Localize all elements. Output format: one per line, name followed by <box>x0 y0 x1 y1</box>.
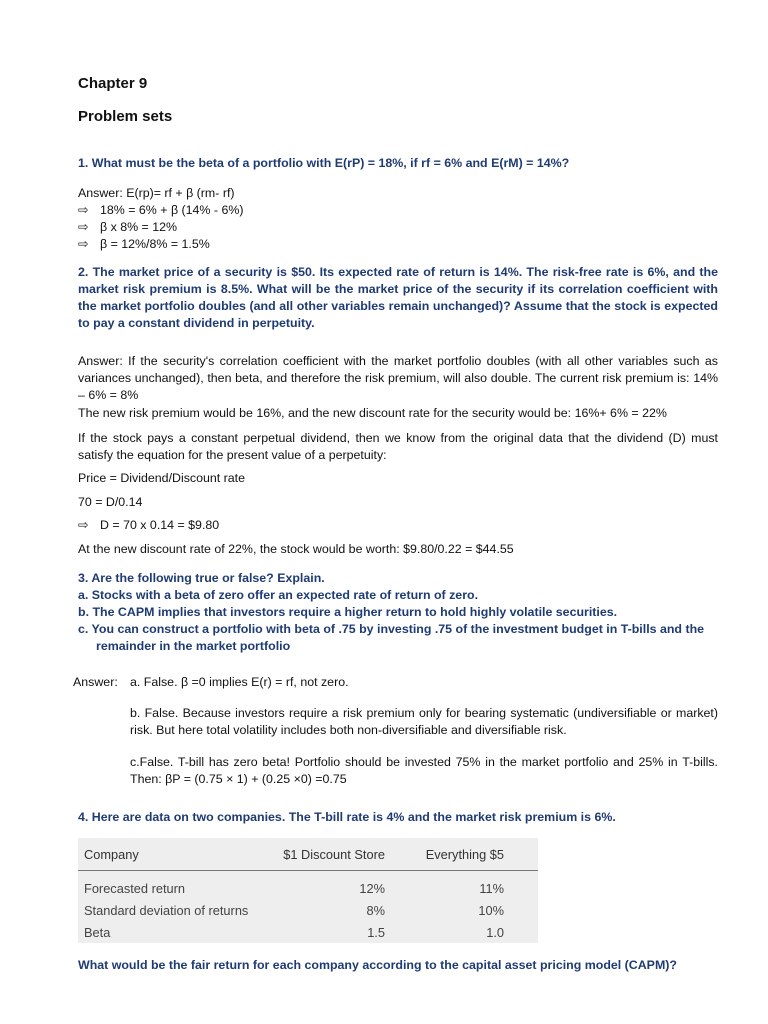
table-header-cell: Company <box>78 838 267 871</box>
question-4: 4. Here are data on two companies. The T-bill rate is 4% and the market risk premium is 6%. <box>78 810 616 824</box>
question-2: 2. The market price of a security is $50. Its expected rate of return is 14%. The risk-free rate is 6%, and the market risk premium is 8.5%. What will be the market price of the security if its correlation coefficient with the market portfolio doubles (and all other variables remain unchanged)? Assume that the stock is expected to pay a constant dividend in perpetuity. <box>78 265 718 330</box>
answer-1-step: ⇨ β = 12%/8% = 1.5% <box>78 237 210 251</box>
arrow-right-icon: ⇨ <box>78 220 89 234</box>
answer-3-c: c.False. T-bill has zero beta! Portfolio should be invested 75% in the market portfolio and 25% in T-bills. Then: βP = (0.75 × 1) + (0.25 ×0) =0.75 <box>130 755 718 786</box>
question-3-a: a. Stocks with a beta of zero offer an expected rate of return of zero. <box>78 588 479 602</box>
answer-1-step: ⇨ β x 8% = 12% <box>78 220 178 234</box>
table-header-cell: Everything $5 <box>411 838 538 871</box>
table-cell: Forecasted return <box>84 880 186 896</box>
table-row <box>78 871 538 900</box>
question-3 <box>78 570 718 655</box>
answer-1-formula: Answer: E(rp)= rf + β (rm- rf) <box>78 186 235 200</box>
chapter-heading: Chapter 9 <box>78 75 148 92</box>
answer-3-b: b. False. Because investors require a risk premium only for bearing systematic (undiversifiable or market) risk. But here total volatility includes both non-diversifiable and diversifiable risk. <box>130 706 718 737</box>
section-heading: Problem sets <box>78 108 173 125</box>
question-3-title: 3. Are the following true or false? Explain. <box>78 571 325 585</box>
answer-2-equation: 70 = D/0.14 <box>78 495 143 509</box>
answer-3-a: a. False. β =0 implies E(r) = rf, not zero. <box>130 675 349 689</box>
table-cell: Beta <box>84 924 111 940</box>
question-3-b: b. The CAPM implies that investors require a higher return to hold highly volatile securities. <box>78 605 618 619</box>
table-cell: 8% <box>366 902 385 918</box>
table-cell: Standard deviation of returns <box>84 902 249 918</box>
answer-3-label: Answer: <box>73 675 118 689</box>
table-cell: 12% <box>359 880 385 896</box>
table-cell: 1.0 <box>486 924 504 940</box>
answer-1 <box>78 185 718 253</box>
question-4-followup: What would be the fair return for each company according to the capital asset pricing model (CAPM)? <box>78 958 677 972</box>
arrow-right-icon: ⇨ <box>78 203 89 217</box>
answer-2-para-2: The new risk premium would be 16%, and the new discount rate for the security would be: 16%+ 6% = 22% <box>78 406 667 420</box>
table-header-cell: $1 Discount Store <box>267 838 411 871</box>
answer-2-para-3: If the stock pays a constant perpetual dividend, then we know from the original data that the dividend (D) must satisfy the equation for the present value of a perpetuity: <box>78 431 718 462</box>
table-cell: 11% <box>479 880 504 896</box>
answer-2-price: Price = Dividend/Discount rate <box>78 471 246 485</box>
question-3-c: c. You can construct a portfolio with beta of .75 by investing .75 of the investment budget in T-bills and the <box>78 622 705 636</box>
answer-2-para-1: Answer: If the security's correlation coefficient with the market portfolio doubles (with all other variables such as variances unchanged), then beta, and therefore the risk premium, will also double. The current risk premium is: 14% – 6% = 8% <box>78 354 718 402</box>
question-3-c-cont: remainder in the market portfolio <box>96 639 291 653</box>
company-data-table <box>78 838 538 943</box>
table-row <box>78 899 538 921</box>
table-cell: 10% <box>478 902 504 918</box>
arrow-right-icon: ⇨ <box>78 237 89 251</box>
answer-2-result: At the new discount rate of 22%, the stock would be worth: $9.80/0.22 = $44.55 <box>78 542 514 556</box>
table-header-row <box>78 838 538 871</box>
table-row <box>78 921 538 943</box>
arrow-right-icon: ⇨ <box>78 518 89 532</box>
table-cell: 1.5 <box>367 924 385 940</box>
answer-2-dividend: ⇨ D = 70 x 0.14 = $9.80 <box>78 518 220 532</box>
answer-1-step: ⇨ 18% = 6% + β (14% - 6%) <box>78 203 244 217</box>
question-1: 1. What must be the beta of a portfolio with E(rP) = 18%, if rf = 6% and E(rM) = 14%? <box>78 156 570 170</box>
